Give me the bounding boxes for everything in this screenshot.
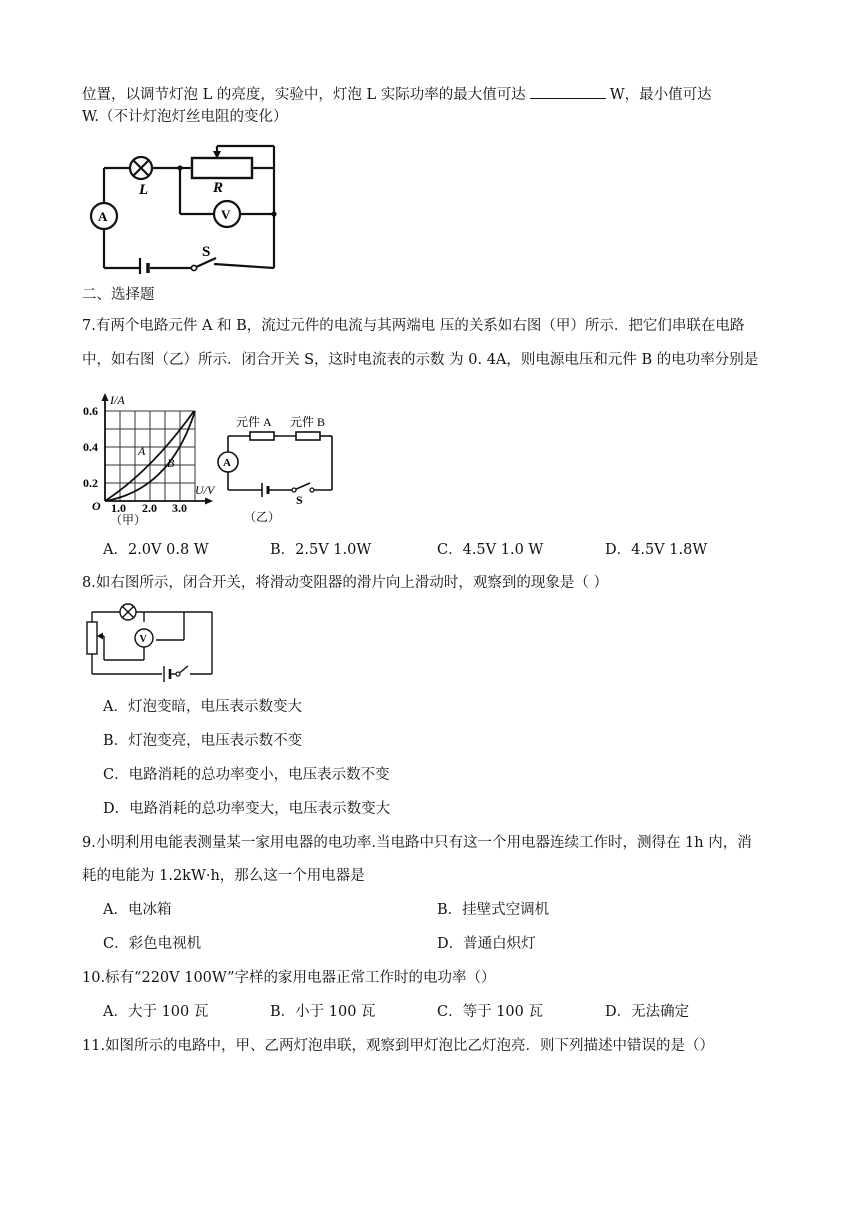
q7-ammeter-label: A	[223, 457, 231, 469]
q7-graph-ytick-02: 0.2	[83, 476, 98, 490]
q6-text-line2: W.（不计灯泡灯丝电阻的变化）	[82, 109, 288, 125]
q6-circuit-diagram	[82, 138, 282, 274]
q7-graph-xtick-2: 2.0	[142, 501, 157, 515]
q7-graph-xtick-3: 3.0	[172, 501, 187, 515]
q9-stem-line1: 9.小明利用电能表测量某一家用电器的电功率.当电路中只有这一个用电器连续工作时，测得在 1h 内，消	[82, 835, 752, 851]
q7-graph-ylabel: I/A	[110, 393, 125, 407]
q6-ammeter-label: A	[98, 209, 108, 224]
q9-option-d[interactable]: D．普通白炽灯	[437, 936, 536, 952]
q7-circuit-caption: （乙）	[244, 510, 281, 524]
q7-stem-line2: 中，如右图（乙）所示．闭合开关 S，这时电流表的示数 为 0. 4A，则电源电压和元件 B 的电功率分别是	[82, 352, 759, 368]
q10-option-d[interactable]: D．无法确定	[605, 1004, 690, 1020]
q10-stem: 10.标有“220V 100W”字样的家用电器正常工作时的电功率（）	[82, 970, 496, 986]
section-title: 二、选择题	[82, 287, 155, 303]
q6-text-part1: 位置，以调节灯泡 L 的亮度，实验中，灯泡 L 实际功率的最大值可达	[82, 87, 526, 103]
q7-stem-line1: 7.有两个电路元件 A 和 B，流过元件的电流与其两端电 压的关系如右图（甲）所示．把它们串联在电路	[82, 318, 745, 334]
q8-option-d[interactable]: D．电路消耗的总功率变大，电压表示数变大	[103, 801, 391, 817]
q6-lamp-label: L	[139, 182, 149, 198]
q6-switch-label: S	[202, 244, 211, 260]
q7-graph-xlabel: U/V	[195, 483, 215, 497]
q8-stem: 8.如右图所示，闭合开关，将滑动变阻器的滑片向上滑动时，观察到的现象是（ ）	[82, 575, 608, 591]
q6-rheostat-label: R	[213, 180, 224, 196]
q10-option-b[interactable]: B．小于 100 瓦	[270, 1004, 376, 1020]
q10-option-a[interactable]: A．大于 100 瓦	[103, 1004, 209, 1020]
q9-option-b[interactable]: B．挂壁式空调机	[437, 902, 550, 918]
q6-voltmeter-label: V	[221, 207, 231, 222]
q7-option-c[interactable]: C．4.5V 1.0 W	[437, 542, 544, 558]
q7-iu-graph	[82, 392, 222, 526]
q7-graph-curve-a-label: A	[138, 444, 146, 458]
q9-stem-line2: 耗的电能为 1.2kW·h，那么这一个用电器是	[82, 868, 365, 884]
q7-option-d[interactable]: D．4.5V 1.8W	[605, 542, 708, 558]
q7-graph-ytick-04: 0.4	[83, 440, 98, 454]
q7-switch-label: S	[296, 493, 303, 507]
q11-stem: 11.如图所示的电路中，甲、乙两灯泡串联，观察到甲灯泡比乙灯泡亮．则下列描述中错误的是（）	[82, 1038, 715, 1054]
q10-option-c[interactable]: C．等于 100 瓦	[437, 1004, 543, 1020]
q7-graph-curve-b-label: B	[167, 456, 175, 470]
q9-option-a[interactable]: A．电冰箱	[103, 902, 172, 918]
q7-series-circuit	[214, 408, 344, 524]
q6-answer-blank-max[interactable]	[530, 84, 606, 99]
q8-option-a[interactable]: A．灯泡变暗，电压表示数变大	[103, 699, 302, 715]
q7-option-b[interactable]: B．2.5V 1.0W	[270, 542, 372, 558]
q7-graph-ytick-06: 0.6	[83, 404, 98, 418]
q8-voltmeter-label: V	[139, 634, 147, 645]
q8-circuit-diagram	[84, 600, 216, 684]
q7-element-b-label: 元件 B	[290, 415, 326, 429]
q7-graph-origin: O	[92, 499, 101, 513]
q8-option-c[interactable]: C．电路消耗的总功率变小，电压表示数不变	[103, 767, 390, 783]
q7-graph-xtick-1: 1.0	[111, 501, 126, 515]
q8-option-b[interactable]: B．灯泡变亮，电压表示数不变	[103, 733, 303, 749]
q9-option-c[interactable]: C．彩色电视机	[103, 936, 202, 952]
q6-text-line1	[82, 84, 712, 105]
q7-element-a-label: 元件 A	[236, 415, 272, 429]
q6-text-part2: W，最小值可达	[609, 87, 712, 103]
q7-option-a[interactable]: A．2.0V 0.8 W	[103, 542, 209, 558]
q7-graph-caption: （甲）	[110, 513, 147, 526]
